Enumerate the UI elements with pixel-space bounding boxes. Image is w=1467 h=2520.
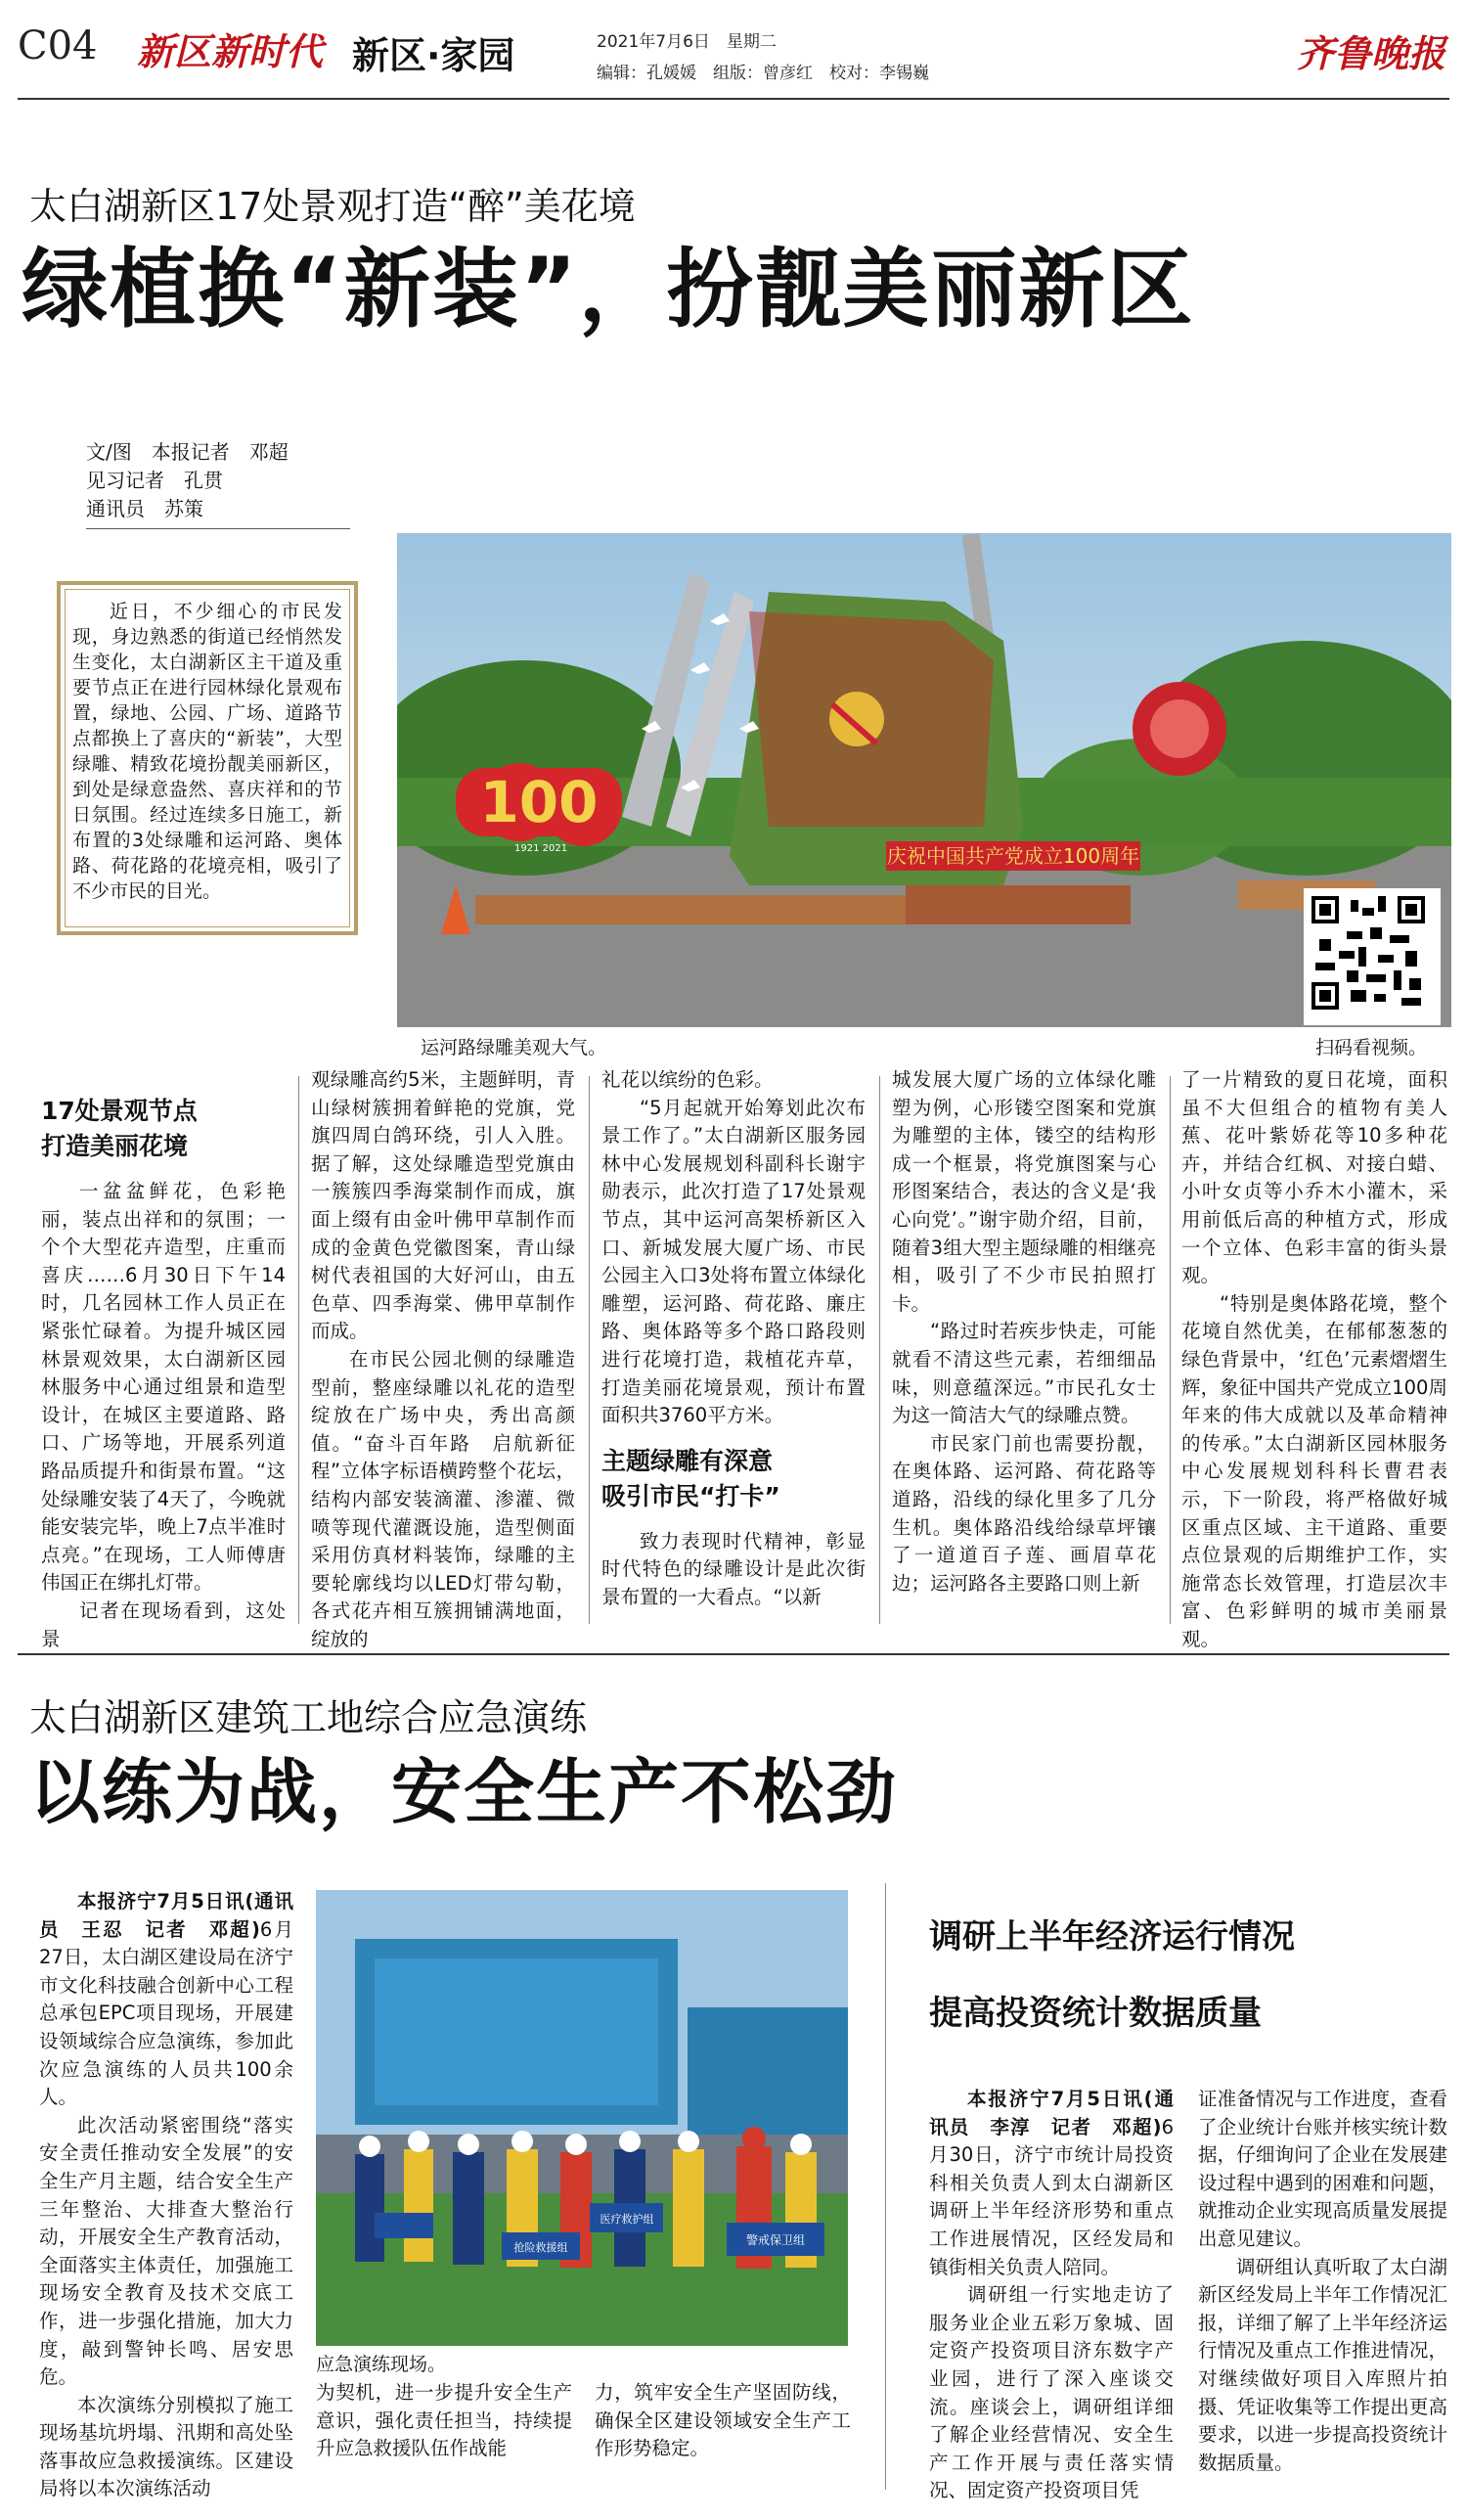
article1-photo-caption: 运河路绿雕美观大气。 <box>421 1037 607 1058</box>
column-divider <box>589 1076 590 1624</box>
article1-column-2 <box>311 1066 575 1653</box>
article2-column-3 <box>595 2379 851 2463</box>
article3-column-1 <box>929 2086 1174 2505</box>
paragraph: 致力表现时代精神，彰显时代特色的绿雕设计是此次街景布置的一大看点。“以新 <box>601 1529 866 1608</box>
sign-text: 抢险救援组 <box>513 2241 568 2254</box>
paragraph: 调研组一行实地走访了服务业企业五彩万象城、固定资产投资项目济东数字产业园，进行了深入座谈交流。座谈会上，调研组详细了解企业经营情况、安全生产工作开展与责任落实情况、固定资产投资项目凭 <box>929 2283 1174 2502</box>
paragraph: 为契机，进一步提升安全生产意识，强化责任担当，持续提升应急救援队伍作战能 <box>316 2381 572 2460</box>
section-rule <box>18 1653 1449 1655</box>
article3-title-line1: 调研上半年经济运行情况 <box>929 1917 1295 1957</box>
sign-text: 医疗救护组 <box>600 2213 654 2226</box>
article1-title: 绿植换“新装”，扮靓美丽新区 <box>22 239 1195 339</box>
qr-code[interactable] <box>1304 888 1441 1025</box>
column-divider <box>298 1076 299 1624</box>
paragraph: 证准备情况与工作进度，查看了企业统计台账并核实统计数据，仔细询问了企业在发展建设过程中遇到的困难和问题，就推动企业实现高质量发展提出意见建议。 <box>1198 2088 1447 2250</box>
article1-subtitle: 太白湖新区17处景观打造“醉”美花境 <box>29 185 636 228</box>
section-subhead: 17处景观节点 打造美丽花境 <box>41 1097 198 1160</box>
drill-scene-photo <box>316 1890 848 2346</box>
paragraph: 市民家门前也需要扮靓，在奥体路、运河路、荷花路等道路，沿线的绿化里多了几分生机。奥体路沿线给绿草坪镶了一道道百子莲、画眉草花边；运河路各主要路口则上新 <box>892 1431 1156 1595</box>
article2-column-2 <box>316 2379 572 2463</box>
article1-lead-box <box>57 581 358 935</box>
byline-line: 见习记者 孔贯 <box>86 469 223 492</box>
paragraph: 观绿雕高约5米，主题鲜明，青山绿树簇拥着鲜艳的党旗，党旗四周白鸽环绕，引人入胜。据了解，这处绿雕造型党旗由一簇簇四季海棠制作而成，旗面上缀有由金叶佛甲草制作而成的金黄色党徽图案，青山绿树代表祖国的大好河山，由五色草、四季海棠、佛甲草制作而成。 <box>311 1068 575 1343</box>
paragraph: 记者在现场看到，这处景 <box>41 1598 286 1650</box>
qr-code-icon <box>1308 892 1429 1013</box>
paper-name: 新区新时代 <box>137 29 324 73</box>
sign-text: 警戒保卫组 <box>745 2233 806 2247</box>
article2-subtitle: 太白湖新区建筑工地综合应急演练 <box>29 1696 588 1739</box>
article2-photo <box>316 1890 848 2346</box>
page-number: C04 <box>18 23 98 68</box>
paragraph: 此次活动紧密围绕“落实安全责任推动安全发展”的安全生产月主题，结合安全生产三年整治、大排查大整治行动，开展安全生产教育活动，全面落实主体责任，加强施工现场安全教育及技术交底工作，进一步强化措施，加大力度，敲到警钟长鸣、居安思危。 <box>39 2113 293 2389</box>
photo-banner: 庆祝中国共产党成立100周年 <box>886 844 1140 868</box>
article1-byline <box>86 438 289 523</box>
article1-column-1 <box>41 1094 286 1653</box>
paragraph: 礼花以缤纷的色彩。 <box>601 1068 774 1091</box>
paragraph: 在市民公园北侧的绿雕造型前，整座绿雕以礼花的造型绽放在广场中央，秀出高颜值。“奋斗百年路 启航新征程”立体字标语横跨整个花坛，结构内部安装滴灌、渗灌、微喷等现代灌溉设施，造型侧面采用仿真材料装饰，绿雕的主要轮廓线均以LED灯带勾勒，各式花卉相互簇拥铺满地面，绽放的 <box>311 1347 575 1650</box>
editors-line: 编辑：孔媛媛 组版：曾彦红 校对：李锡巍 <box>597 64 929 83</box>
badge-years: 1921 2021 <box>514 843 568 854</box>
header-rule <box>18 98 1449 100</box>
badge-number: 100 <box>479 769 599 835</box>
flower-sculpture-photo <box>397 533 1451 1027</box>
article1-column-5 <box>1181 1066 1447 1653</box>
paragraph: 力，筑牢安全生产坚固防线，确保全区建设领域安全生产工作形势稳定。 <box>595 2381 851 2460</box>
paragraph: 城发展大厦广场的立体绿化雕塑为例，心形镂空图案和党旗为雕塑的主体，镂空的结构形成一个框景，将党旗图案与心形图案结合，表达的含义是‘我心向党’。”谢宇勋介绍，目前，随着3组大型主题绿雕的相继亮相，吸引了不少市民拍照打卡。 <box>892 1068 1156 1315</box>
column-divider <box>1170 1076 1171 1624</box>
paragraph: “5月起就开始筹划此次布景工作了。”太白湖新区服务园林中心发展规划科副科长谢宇勋表示，此次打造了17处景观节点，其中运河高架桥新区入口、新城发展大厦广场、市民公园主入口3处将布置立体绿化雕塑，运河路、荷花路、廉庄路、奥体路等多个路口路段则进行花境打造，栽植花卉草，打造美丽花境景观，预计布置面积共3760平方米。 <box>601 1096 866 1427</box>
column-divider <box>879 1076 880 1624</box>
byline-line: 通讯员 苏策 <box>86 497 203 520</box>
article2-title: 以练为战，安全生产不松劲 <box>29 1751 899 1833</box>
column-divider <box>885 1883 886 2490</box>
qr-caption: 扫码看视频。 <box>1315 1037 1428 1058</box>
article1-column-3 <box>601 1066 866 1612</box>
paragraph: 一盆盆鲜花，色彩艳丽，装点出祥和的氛围；一个个大型花卉造型，庄重而喜庆……6月30日下午14时，几名园林工作人员正在紧张忙碌着。为提升城区园林景观效果，太白湖新区园林服务中心通过组景和造型设计，在城区主要道路、路口、广场等地，开展系列道路品质提升和街景布置。“这处绿雕安装了4天了，今晚就能安装完毕，晚上7点半准时点亮。”在现场，工人师傅唐伟国正在绑扎灯带。 <box>41 1180 286 1595</box>
article3-title-line2: 提高投资统计数据质量 <box>929 1994 1262 2033</box>
paragraph: 本报济宁7月5日讯(通讯员 李淳 记者 邓超)6月30日，济宁市统计局投资科相关负责人到太白湖新区调研上半年经济形势和重点工作进展情况，区经发局和镇街相关负责人陪同。 <box>929 2088 1174 2278</box>
issue-date: 2021年7月6日 星期二 <box>597 32 777 52</box>
dateline: 本报济宁7月5日讯(通讯员 王忍 记者 邓超) <box>39 1890 293 1941</box>
article2-column-1 <box>39 1888 293 2503</box>
article1-photo <box>397 533 1451 1027</box>
byline-rule <box>86 528 350 529</box>
section-name: 新区·家园 <box>352 34 515 77</box>
article1-column-4 <box>892 1066 1156 1598</box>
paragraph: “路过时若疾步快走，可能就看不清这些元素，若细细品味，则意蕴深远。”市民孔女士为这一简洁大气的绿雕点赞。 <box>892 1320 1156 1427</box>
paragraph: 本报济宁7月5日讯(通讯员 王忍 记者 邓超)6月27日，太白湖区建设局在济宁市文化科技融合创新中心工程总承包EPC项目现场，开展建设领域综合应急演练，参加此次应急演练的人员共100余人。 <box>39 1890 293 2109</box>
section-subhead: 主题绿雕有深意 吸引市民“打卡” <box>601 1446 780 1510</box>
paragraph: 了一片精致的夏日花境，面积虽不大但组合的植物有美人蕉、花叶紫娇花等10多种花卉，并结合红枫、对接白蜡、小叶女贞等小乔木小灌木，采用前低后高的种植方式，形成一个立体、色彩丰富的街头景观。 <box>1181 1068 1447 1287</box>
paragraph: 调研组认真听取了太白湖新区经发局上半年工作情况汇报，详细了解了上半年经济运行情况及重点工作推进情况，对继续做好项目入库照片拍摄、凭证收集等工作提出更高要求，以进一步提高投资统计数据质量。 <box>1198 2255 1447 2474</box>
byline-line: 文/图 本报记者 邓超 <box>86 440 289 464</box>
article2-photo-caption: 应急演练现场。 <box>316 2354 447 2375</box>
article3-column-2 <box>1198 2086 1447 2477</box>
dateline: 本报济宁7月5日讯(通讯员 李淳 记者 邓超) <box>929 2088 1174 2138</box>
article1-lead-text: 近日，不少细心的市民发现，身边熟悉的街道已经悄然发生变化，太白湖新区主干道及重要节点正在进行园林绿化景观布置，绿地、公园、广场、道路节点都换上了喜庆的“新装”，大型绿雕、精致花境扮靓美丽新区，到处是绿意盎然、喜庆祥和的节日氛围。经过连续多日施工，新布置的3处绿雕和运河路、奥体路、荷花路的花境亮相，吸引了不少市民的目光。 <box>72 601 342 902</box>
paragraph: “特别是奥体路花境，整个花境自然优美，在郁郁葱葱的绿色背景中，‘红色’元素熠熠生辉，象征中国共产党成立100周年来的伟大成就以及革命精神的传承。”太白湖新区园林服务中心发展规划科科长曹君表示，下一阶段，将严格做好城区重点区域、主干道路、重要点位景观的后期维护工作，实施常态长效管理，打造层次丰富、色彩鲜明的城市美丽景观。 <box>1181 1291 1447 1650</box>
brand-logo: 齐鲁晚报 <box>1296 31 1445 75</box>
paragraph: 本次演练分别模拟了施工现场基坑坍塌、汛期和高处坠落事故应急救援演练。区建设局将以本次演练活动 <box>39 2393 293 2500</box>
